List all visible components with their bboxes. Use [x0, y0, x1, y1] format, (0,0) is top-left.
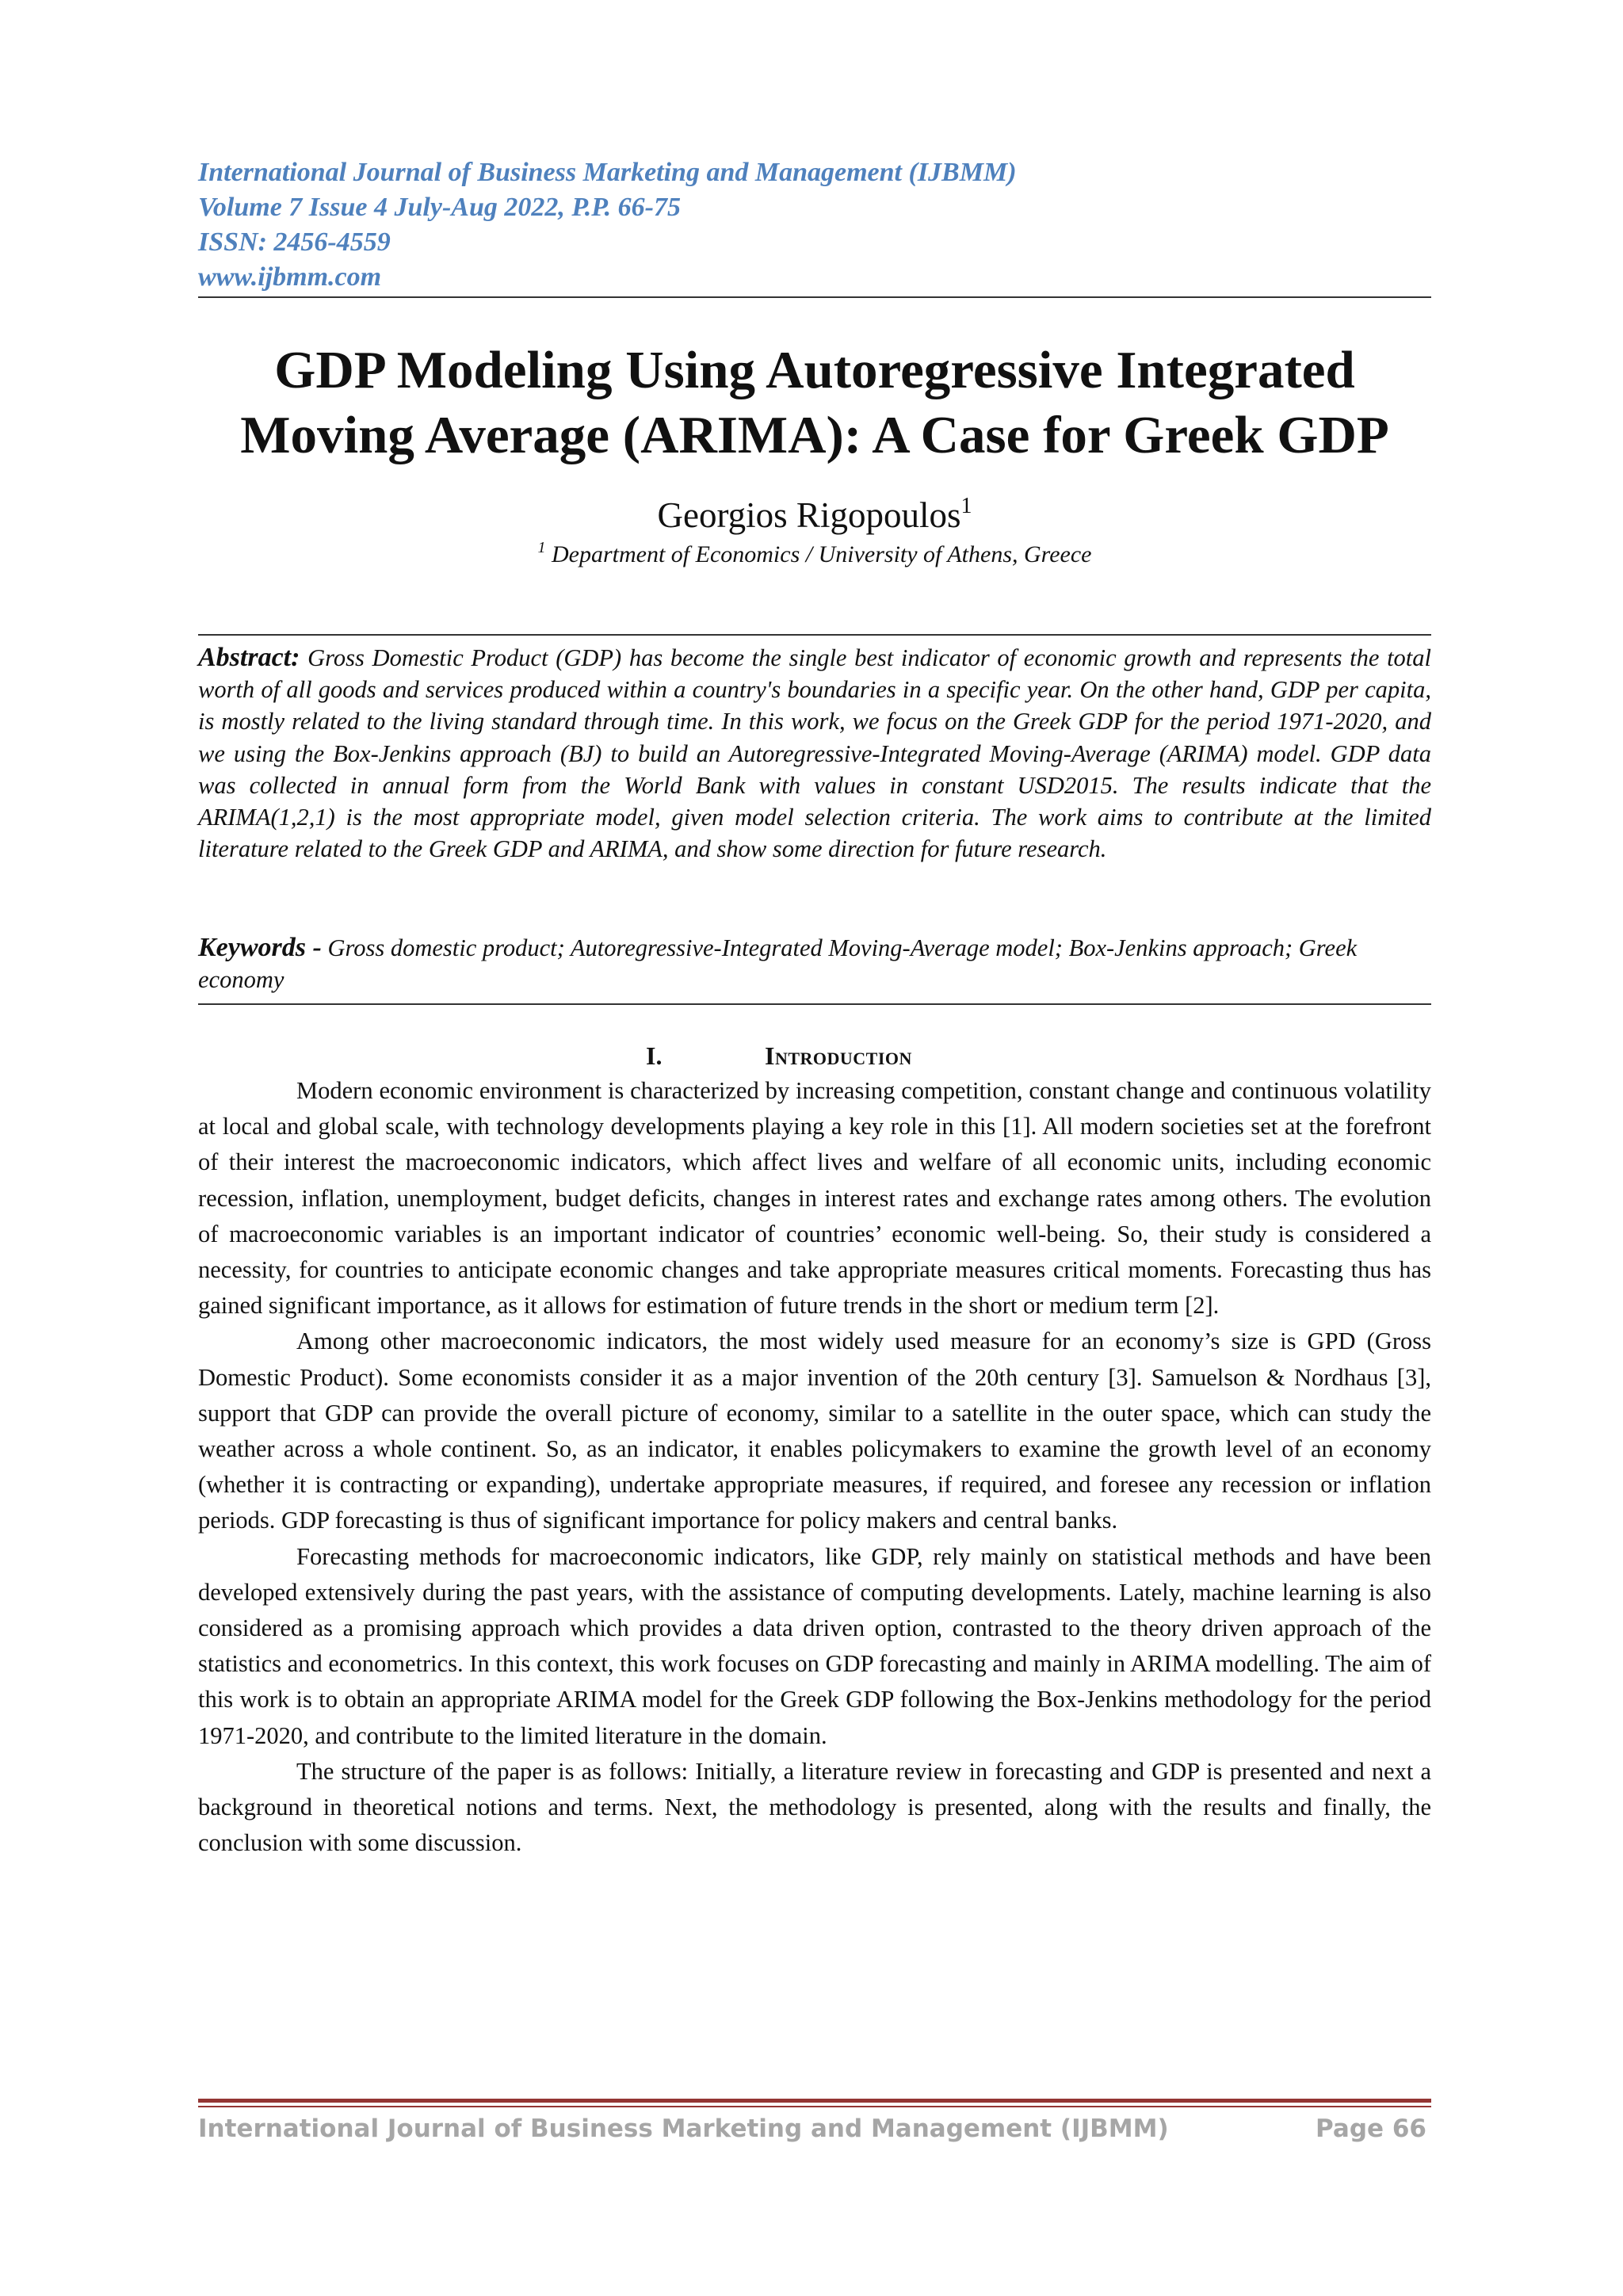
- header-rule: [198, 296, 1431, 298]
- author-name: Georgios Rigopoulos: [657, 495, 961, 535]
- page-number: Page 66: [1316, 2115, 1426, 2143]
- journal-volume: Volume 7 Issue 4 July-Aug 2022, P.P. 66-75: [198, 193, 681, 222]
- footer-journal-name: International Journal of Business Marketing and Management (IJBMM): [198, 2115, 1169, 2143]
- journal-name: International Journal of Business Marketing and Management (IJBMM): [198, 158, 1017, 187]
- paragraph: Modern economic environment is characterized by increasing competition, constant change and continuous volatility at local and global scale, with technology developments playing a key role in this [1]. All modern societies set at the forefront of their interest the macroeconomic indicators, which affect lives and welfare of all economic units, including economic recession, inflation, unemployment, budget deficits, changes in interest rates and exchange rates among others. The evolution of macroeconomic variables is an important indicator of countries’ economic well-being. So, their study is considered a necessity, for countries to anticipate economic changes and take appropriate measures critical moments. Forecasting thus has gained significant importance, as it allows for estimation of future trends in the short or medium term [2].: [198, 1077, 1431, 1320]
- paragraph: Forecasting methods for macroeconomic indicators, like GDP, rely mainly on statistical methods and have been developed extensively during the past years, with the assistance of computing developments. Lately, machine learning is also considered as a promising approach which provides a data driven option, contrasted to the theory driven approach of the statistics and econometrics. In this context, this work focuses on GDP forecasting and mainly in ARIMA modelling. The aim of this work is to obtain an appropriate ARIMA model for the Greek GDP following the Box-Jenkins methodology for the period 1971-2020, and contribute to the limited literature in the domain.: [198, 1542, 1431, 1749]
- keywords-label: Keywords -: [198, 933, 322, 962]
- paragraph: Among other macroeconomic indicators, the most widely used measure for an economy’s size is GPD (Gross Domestic Product). Some economists consider it as a major invention of the 20th century [3]. Samuelson & Nordhaus [3], support that GDP can provide the overall picture of economy, similar to a satellite in the outer space, which can study the weather across a whole continent. So, as an indicator, it enables policymakers to examine the growth level of an economy (whether it is contracting or expanding), undertake appropriate measures, if required, and foresee any recession or inflation periods. GDP forecasting is thus of significant importance for policy makers and central banks.: [198, 1328, 1431, 1534]
- journal-website-link[interactable]: www.ijbmm.com: [198, 262, 382, 292]
- abstract-top-rule: [198, 634, 1431, 636]
- section-number: I.: [646, 1041, 663, 1070]
- affiliation-superscript: 1: [537, 539, 546, 556]
- paragraph: The structure of the paper is as follows: Initially, a literature review in forecasting and GDP is presented and next a background in theoretical notions and terms. Next, the methodology is presented, along with the results and finally, the conclusion with some discussion.: [198, 1757, 1431, 1857]
- paper-title: [198, 338, 1431, 468]
- affiliation: Department of Economics / University of Athens, Greece: [551, 541, 1092, 567]
- keywords: [198, 932, 1431, 995]
- journal-issn: ISSN: 2456-4559: [198, 227, 391, 257]
- introduction-body: [198, 1073, 1431, 1861]
- author-superscript: 1: [960, 494, 972, 518]
- page-footer: [198, 2110, 1431, 2148]
- keywords-text: Gross domestic product; Autoregressive-Integrated Moving-Average model; Box-Jenkins approach; Greek economy: [198, 934, 1358, 993]
- footer-rule-thick: [198, 2099, 1431, 2103]
- abstract-label: Abstract:: [198, 643, 300, 672]
- abstract: [198, 642, 1431, 865]
- affiliation-line: [198, 539, 1431, 571]
- footer-rule-thin: [198, 2106, 1431, 2107]
- keywords-bottom-rule: [198, 1003, 1431, 1005]
- author-line: [198, 493, 1431, 537]
- title-line-1: GDP Modeling Using Autoregressive Integrated: [274, 341, 1355, 399]
- title-line-2: Moving Average (ARIMA): A Case for Greek GDP: [240, 406, 1389, 464]
- journal-header: [198, 155, 1431, 295]
- section-title: Introduction: [765, 1041, 912, 1070]
- abstract-text: Gross Domestic Product (GDP) has become the single best indicator of economic growth and represents the total worth of all goods and services produced within a country's boundaries in a specific year. On the other hand, GDP per capita, is mostly related to the living standard through time. In this work, we focus on the Greek GDP for the period 1971-2020, and we using the Box-Jenkins approach (BJ) to build an Autoregressive-Integrated Moving-Average (ARIMA) model. GDP data was collected in annual form from the World Bank with values in constant USD2015. The results indicate that the ARIMA(1,2,1) is the most appropriate model, given model selection criteria. The work aims to contribute at the limited literature related to the Greek GDP and ARIMA, and show some direction for future research.: [198, 644, 1432, 863]
